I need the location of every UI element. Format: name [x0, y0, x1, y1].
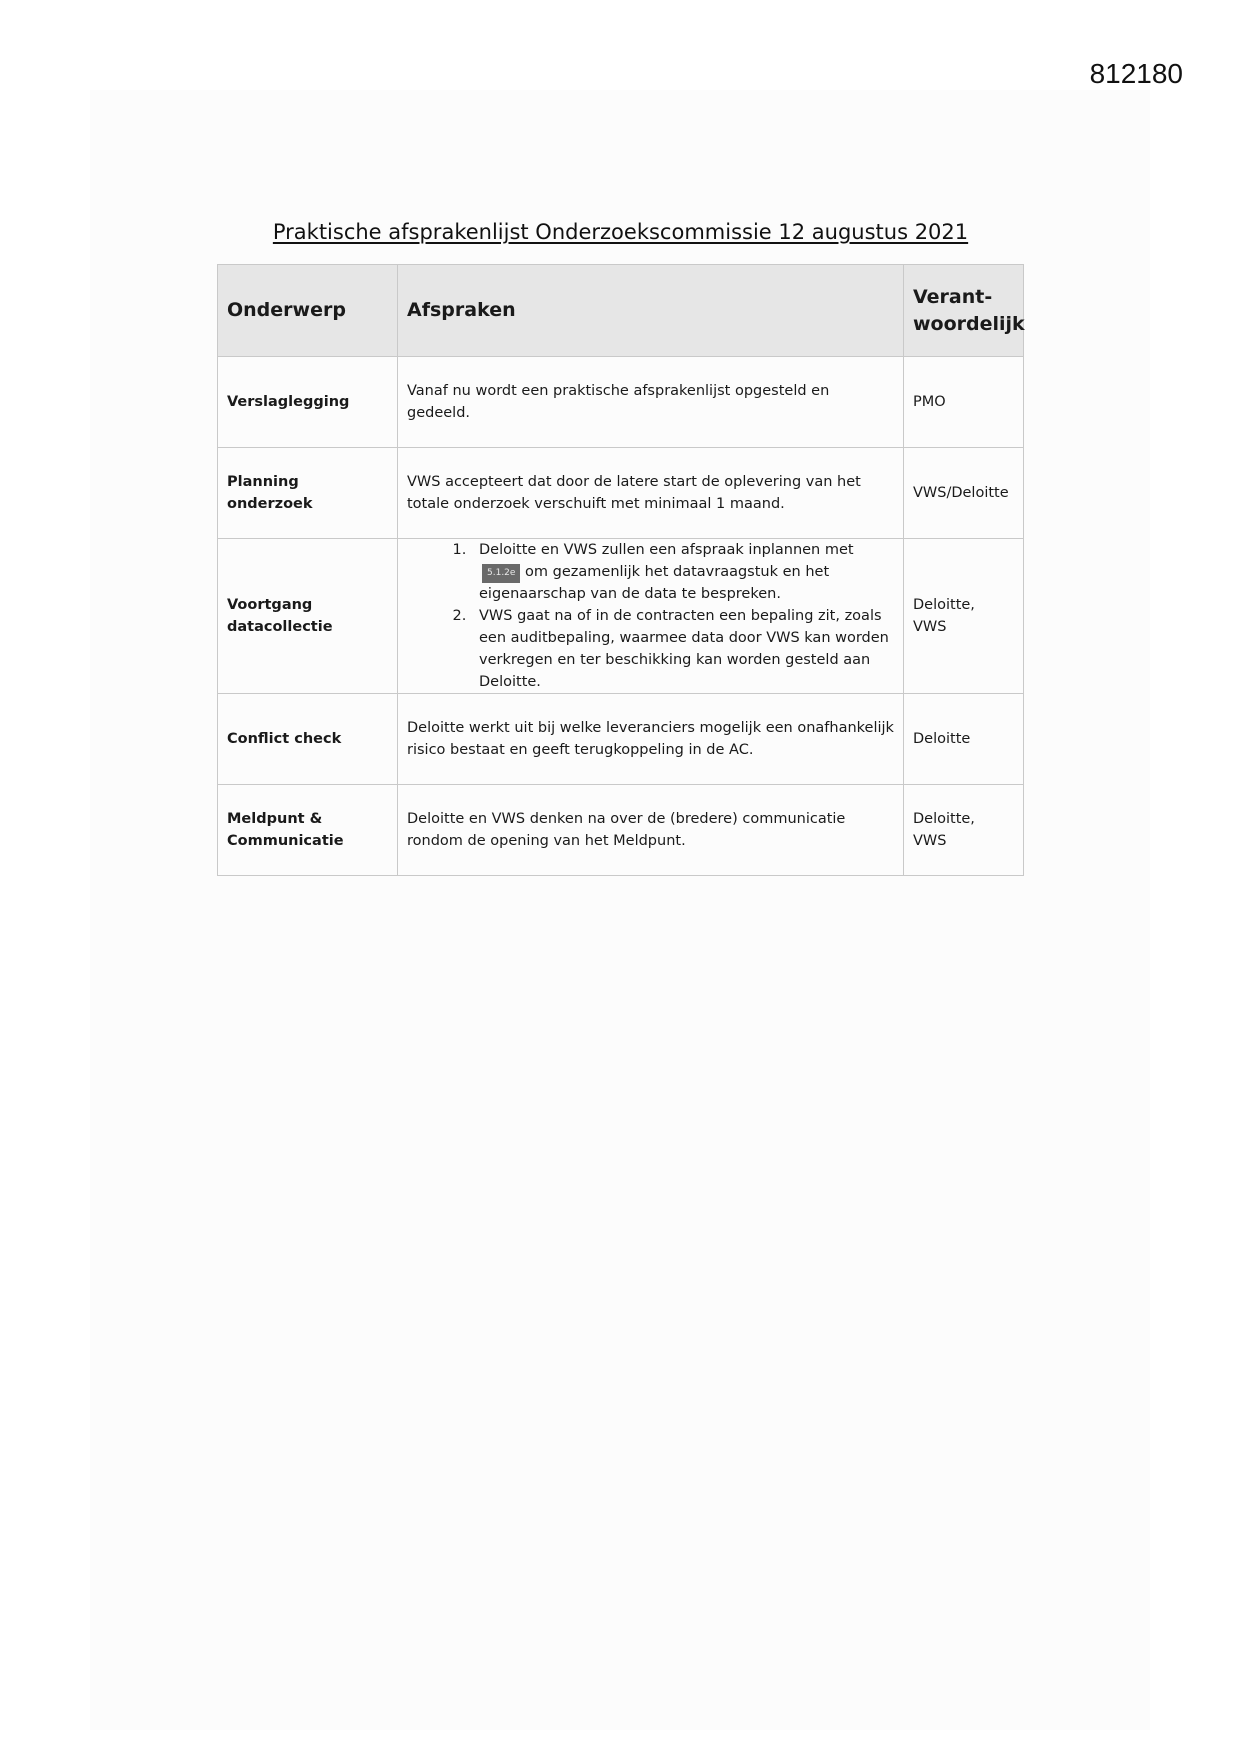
responsible-line2: VWS — [913, 833, 947, 849]
list-item — [471, 539, 894, 605]
table-row — [218, 785, 1024, 876]
row-responsible: VWS/Deloitte — [904, 448, 1024, 539]
subject-line2: Communicatie — [227, 833, 344, 849]
agreement-list — [407, 539, 894, 693]
row-responsible: PMO — [904, 357, 1024, 448]
document-id: 812180 — [1089, 58, 1183, 89]
row-subject: Conflict check — [218, 694, 398, 785]
row-agreement: Deloitte werkt uit bij welke leveranciers mogelijk een onafhankelijk risico bestaat en geeft terugkoppeling in de AC. — [398, 694, 904, 785]
header-responsible — [904, 265, 1024, 357]
header-responsible-line1: Verant- — [913, 285, 993, 308]
list-item — [471, 605, 894, 693]
list-item-text: VWS gaat na of in de contracten een bepaling zit, zoals een auditbepaling, waarmee data door VWS kan worden verkregen en ter beschikking kan worden gesteld aan Deloitte. — [479, 608, 889, 690]
row-responsible — [904, 785, 1024, 876]
agreements-table — [217, 264, 1024, 876]
subject-line1: Meldpunt & — [227, 811, 323, 827]
row-agreement — [398, 539, 904, 694]
row-subject: Verslaglegging — [218, 357, 398, 448]
table-header-row — [218, 265, 1024, 357]
responsible-line1: Deloitte, — [913, 811, 975, 827]
row-subject: Voortgang datacollectie — [218, 539, 398, 694]
row-agreement: Deloitte en VWS denken na over de (bredere) communicatie rondom de opening van het Meldpunt. — [398, 785, 904, 876]
row-agreement: VWS accepteert dat door de latere start de oplevering van het totale onderzoek verschuift met minimaal 1 maand. — [398, 448, 904, 539]
redaction-mark: 5.1.2e — [482, 564, 520, 583]
list-item-text-continued: om gezamenlijk het datavraagstuk en het eigenaarschap van de data te bespreken. — [479, 564, 830, 602]
list-item-text: Deloitte en VWS zullen een afspraak inplannen met — [479, 542, 854, 558]
header-subject: Onderwerp — [218, 265, 398, 357]
row-subject — [218, 785, 398, 876]
table-row — [218, 694, 1024, 785]
row-responsible: Deloitte — [904, 694, 1024, 785]
responsible-line1: Deloitte, — [913, 597, 975, 613]
responsible-line2: VWS — [913, 619, 947, 635]
row-responsible — [904, 539, 1024, 694]
row-subject: Planning onderzoek — [218, 448, 398, 539]
table-row — [218, 448, 1024, 539]
header-agreements: Afspraken — [398, 265, 904, 357]
document-title: Praktische afsprakenlijst Onderzoekscommissie 12 augustus 2021 — [272, 220, 969, 244]
table-row — [218, 357, 1024, 448]
header-responsible-line2: woordelijk — [913, 312, 1025, 335]
table-row — [218, 539, 1024, 694]
row-agreement: Vanaf nu wordt een praktische afsprakenlijst opgesteld en gedeeld. — [398, 357, 904, 448]
